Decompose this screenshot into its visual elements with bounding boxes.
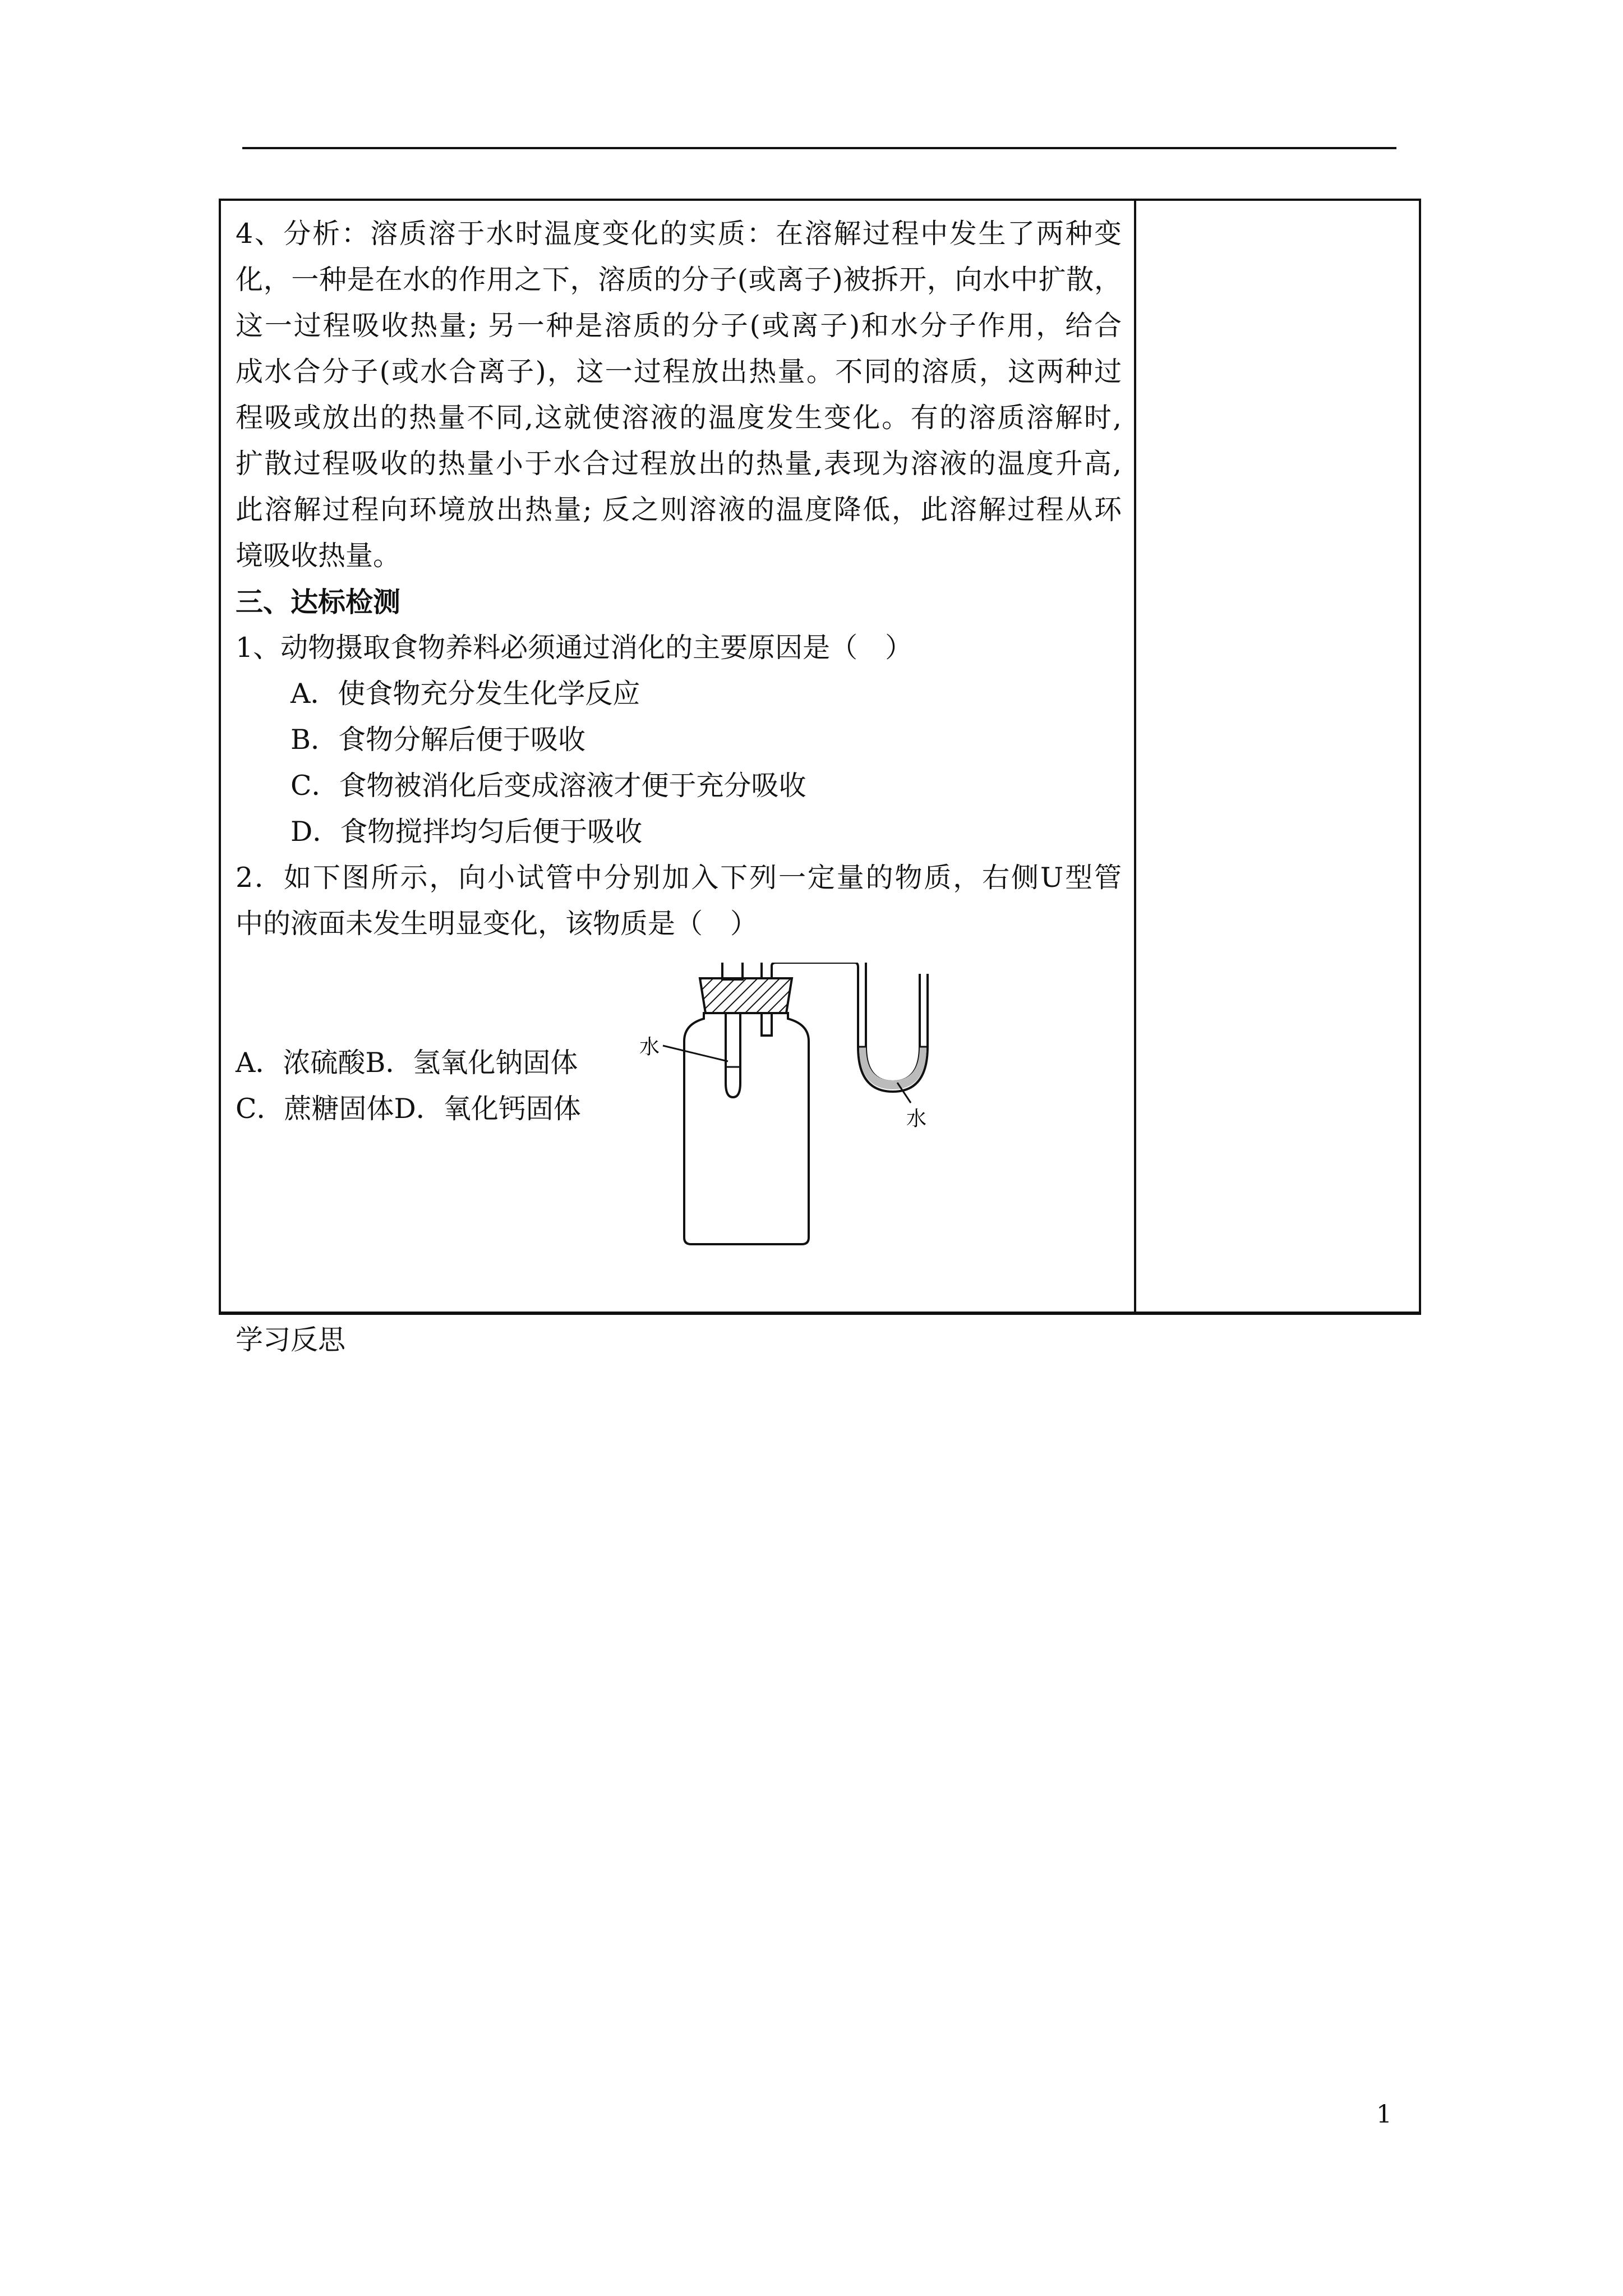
page-number: 1 bbox=[1376, 2100, 1392, 2129]
question-2-answers bbox=[236, 1040, 581, 1132]
question-2-answer-line: C．蔗糖固体D．氧化钙固体 bbox=[236, 1093, 581, 1125]
short-tube bbox=[762, 1013, 772, 1036]
bottle bbox=[684, 1013, 809, 1244]
analysis-line: 程吸或放出的热量不同,这就使溶液的温度发生变化。有的溶质溶解时, bbox=[236, 402, 1122, 434]
question-1-option-d: D．食物搅拌均匀后便于吸收 bbox=[291, 816, 643, 848]
question-1-option-a: A．使食物充分发生化学反应 bbox=[291, 678, 640, 710]
section-title: 三、达标检测 bbox=[236, 586, 401, 618]
analysis-line: 化，一种是在水的作用之下，溶质的分子(或离子)被拆开，向水中扩散， bbox=[236, 264, 1122, 296]
analysis-line: 境吸收热量。 bbox=[236, 540, 401, 572]
left-water-pointer bbox=[663, 1046, 728, 1061]
question-1 bbox=[236, 625, 1122, 855]
stopper-tube-left bbox=[722, 963, 743, 979]
analysis-line: 这一过程吸收热量; 另一种是溶质的分子(或离子)和水分子作用，给合 bbox=[236, 310, 1122, 342]
question-2-answer-line: A．浓硫酸B．氢氧化钠固体 bbox=[236, 1047, 578, 1079]
main-cell bbox=[236, 211, 1122, 1317]
question-1-option-c: C．食物被消化后变成溶液才便于充分吸收 bbox=[291, 770, 806, 802]
question-1-stem: 1、动物摄取食物养料必须通过消化的主要原因是（ ） bbox=[236, 632, 913, 664]
question-2-figure-row bbox=[236, 947, 1122, 1317]
question-1-option-b: B．食物分解后便于吸收 bbox=[291, 724, 586, 756]
question-2-stem-line: 中的液面未发生明显变化，该物质是（ ） bbox=[236, 908, 758, 940]
analysis-line: 4、分析：溶质溶于水时温度变化的实质：在溶解过程中发生了两种变 bbox=[236, 218, 1122, 250]
right-water-label: 水 bbox=[906, 1107, 927, 1130]
test-tube bbox=[726, 1013, 740, 1097]
reflection-label: 学习反思 bbox=[236, 1324, 346, 1356]
question-2 bbox=[236, 855, 1122, 1317]
u-tube-inner bbox=[866, 974, 920, 1082]
left-water-label: 水 bbox=[639, 1036, 660, 1059]
analysis-line: 此溶解过程向环境放出热量; 反之则溶液的温度降低，此溶解过程从环 bbox=[236, 494, 1122, 526]
apparatus-diagram bbox=[639, 963, 931, 1249]
column-divider bbox=[1134, 201, 1136, 1312]
stopper bbox=[700, 978, 792, 1013]
header-rule bbox=[242, 147, 1396, 149]
worksheet-table bbox=[219, 199, 1421, 1356]
analysis-line: 成水合分子(或水合离子)，这一过程放出热量。不同的溶质，这两种过 bbox=[236, 356, 1122, 388]
analysis-paragraph bbox=[236, 211, 1122, 579]
question-2-stem-line: 2．如下图所示，向小试管中分别加入下列一定量的物质，右侧U型管 bbox=[236, 862, 1122, 894]
analysis-line: 扩散过程吸收的热量小于水合过程放出的热量,表现为溶液的温度升高, bbox=[236, 448, 1122, 480]
